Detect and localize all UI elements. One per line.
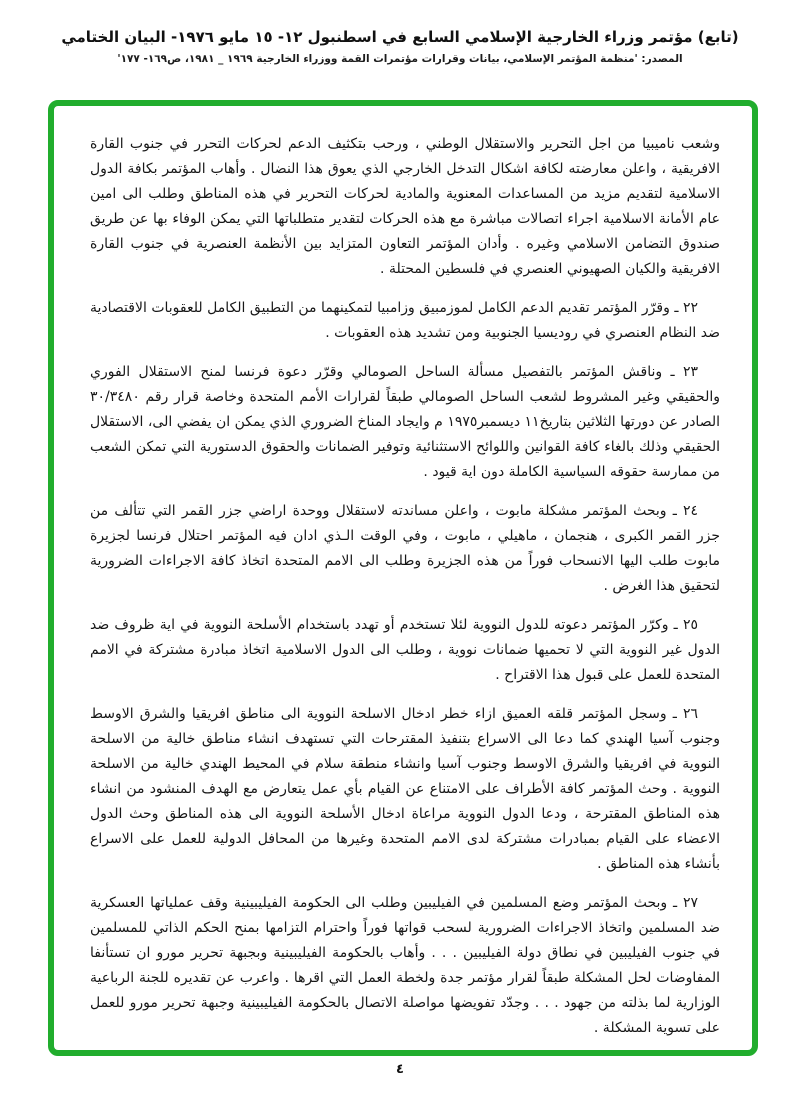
paragraph-22: ٢٢ ـ وقرّر المؤتمر تقديم الدعم الكامل لموزمبيق وزامبيا لتمكينهما من التطبيق الكامل للعقوبات الاقتصادية ضد النظام العنصري في روديسيا الجنوبية ومن تشديد هذه العقوبات . bbox=[90, 300, 720, 341]
document-title: (تابع) مؤتمر وزراء الخارجية الإسلامي السابع في اسطنبول ١٢- ١٥ مايو ١٩٧٦- البيان الختامي bbox=[61, 28, 739, 46]
page-number: ٤ bbox=[396, 1062, 404, 1077]
paragraph-24: ٢٤ ـ وبحث المؤتمر مشكلة مابوت ، واعلن مساندته لاستقلال ووحدة اراضي جزر القمر التي تتألف من جزر القمر الكبرى ، هنجمان ، ماهيلي ، مابوت ، وفي الوقت الـذي ادان فيه المؤتمر احتلال فرنسا لجزيرة مابوت طلب اليها الانسحاب فوراً من هذه الجزيرة وطلب الى الامم المتحدة اتخاذ كافة الاجراءات الضرورية لتحقيق هذا الغرض . bbox=[90, 503, 720, 594]
paragraph-27: ٢٧ ـ وبحث المؤتمر وضع المسلمين في الفيليبين وطلب الى الحكومة الفيليبينية وقف عملياتها العسكرية ضد المسلمين واتخاذ الاجراءات الضرورية لسحب قواتها فوراً واحترام التزامها بمنح الحكم الذاتي للمسلمين في جنوب الفيليبين في نطاق دولة الفيليبين . . . وأهاب بالحكومة الفيليبينية وبجبهة تحرير مورو ان تستأنفا المفاوضات لحل المشكلة طبقاً لقرار مؤتمر جدة ولخطة العمل التي اقرها . واعرب عن تقديره للجنة الرباعية الوزارية لما بذلته من جهود . . . وجدّد تفويضها مواصلة الاتصال بالحكومة الفيليبينية وجبهة تحرير مورو للعمل على تسوية المشكلة . bbox=[90, 895, 720, 1036]
opening-paragraph: وشعب ناميبيا من اجل التحرير والاستقلال الوطني ، ورحب بتكثيف الدعم لحركات التحرر في جنوب القارة الافريقية ، واعلن معارضته لكافة اشكال التدخل الخارجي الذي يعوق هذا النضال . وأهاب المؤتمر بكافة الدول الاسلامية لتقديم مزيد من المساعدات المعنوية والمادية لحركات التحرير في هذه المناطق وطلب الى امين عام الأمانة الاسلامية اجراء اتصالات مباشرة مع هذه الحركات لتقدير متطلباتها التي يمكن الوفاء بها عن طريق صندوق التضامن الاسلامي وغيره . وأدان المؤتمر التعاون المتزايد بين الأنظمة العنصرية في جنوب القارة الافريقية والكيان الصهيوني العنصري في فلسطين المحتلة . bbox=[90, 136, 720, 277]
content-border-box bbox=[48, 100, 758, 1056]
document-header bbox=[0, 28, 800, 65]
document-body bbox=[54, 106, 752, 1041]
paragraph-26: ٢٦ ـ وسجل المؤتمر قلقه العميق ازاء خطر ادخال الاسلحة النووية الى مناطق افريقيا والشرق الاوسط وجنوب آسيا الهندي كما دعا الى الاسراع بتنفيذ المقترحات التي تستهدف انشاء مناطق خالية من الاسلحة النووية في افريقيا والشرق الاوسط وجنوب آسيا وانشاء منطقة سلام في المحيط الهندي خالية من الاسلحة النووية . وحث المؤتمر كافة الأطراف على الامتناع عن القيام بأي عمل يتعارض مع الهدف المنشود من انشاء هذه المناطق المقترحة ، ودعا الدول النووية مراعاة ادخال الأسلحة النووية الى هذه المناطق وحث الدول الاعضاء على القيام بمبادرات مشتركة لدى الامم المتحدة وغيرها من المحافل الدولية للعمل على الاسراع بأنشاء هذه المناطق . bbox=[90, 706, 720, 872]
paragraph-25: ٢٥ ـ وكرّر المؤتمر دعوته للدول النووية لئلا تستخدم أو تهدد باستخدام الأسلحة النووية في اية ظروف ضد الدول غير النووية التي لا تحميها ضمانات نووية ، وطلب الى الدول الاسلامية اتخاذ مبادرة مشتركة في الامم المتحدة للعمل على قبول هذا الاقتراح . bbox=[90, 617, 720, 683]
paragraph-23: ٢٣ ـ وناقش المؤتمر بالتفصيل مسألة الساحل الصومالي وقرّر دعوة فرنسا لمنح الاستقلال الفوري والحقيقي وغير المشروط لشعب الساحل الصومالي طبقاً لقرارات الأمم المتحدة وخاصة قرار رقم ٣٠/٣٤٨٠ الصادر عن دورتها الثلاثين بتاريخ١١ ديسمبر١٩٧٥ م وايجاد المناخ الضروري الذي يمكن ان يفضي الى، الاستقلال الحقيقي وذلك بالغاء كافة القوانين واللوائح الاستثنائية وتوفير الضمانات والحقوق الدستورية التي تمكن الشعب من ممارسة حقوقه السياسية الكاملة دون اية قيود . bbox=[90, 364, 720, 480]
document-source-line: المصدر: 'منظمة المؤتمر الإسلامي، بيانات وقرارات مؤتمرات القمة ووزراء الخارجية ١٩٦٩ _ ١٩٨١، ص١٦٩- ١٧٧' bbox=[117, 53, 683, 65]
